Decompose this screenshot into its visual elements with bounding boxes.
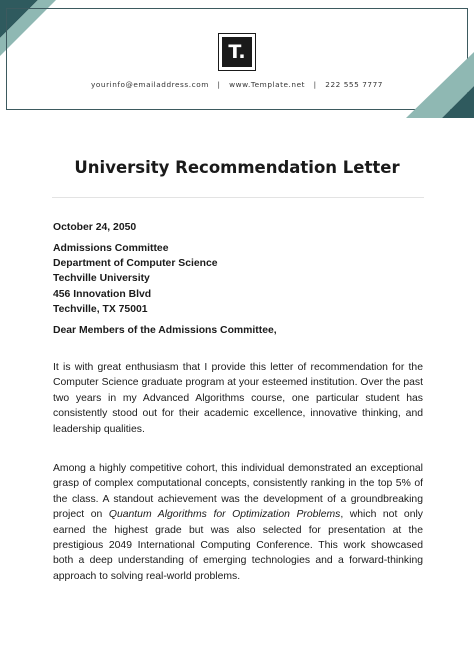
letter-body [53,220,423,584]
paragraph-achievement [53,461,423,584]
recipient-address [53,241,423,317]
contact-email: yourinfo@emailaddress.com [91,80,209,89]
salutation: Dear Members of the Admissions Committee, [53,325,277,337]
recipient-line: Techville University [53,273,150,285]
page-title: University Recommendation Letter [74,158,400,177]
recipient-line: Techville, TX 75001 [53,303,148,315]
company-logo [219,34,255,70]
recipient-line: Department of Computer Science [53,258,218,270]
recipient-line: Admissions Committee [53,243,169,254]
contact-info [0,80,474,89]
logo-letter: T. [228,40,246,63]
project-title: Quantum Algorithms for Optimization Problems [108,509,341,521]
paragraph-text: Among a highly competitive cohort, this individual demonstrated an exceptional grasp of complex computational concepts, consistently ranking in the top 5% of the class. A standout achievement was the development of a groundbreaking project on [53,463,423,521]
contact-separator: | [217,80,221,89]
contact-separator: | [313,80,317,89]
title-divider [52,197,424,198]
paragraph-text: , which not only earned the highest grade but was also selected for presentation at the prestigious 2049 International Computing Conference. This work showcased both a deep understanding of emerging technologies and a forward-thinking approach to solving real-world problems. [53,509,423,582]
letter-date: October 24, 2050 [53,222,137,233]
paragraph-intro: It is with great enthusiasm that I provide this letter of recommendation for the Computer Science graduate program at your esteemed institution. Over the past two years in my Advanced Algorithms course, one particular student has consistently stood out for their academic excellence, innovative thinking, and leadership qualities. [53,362,423,435]
recipient-line: 456 Innovation Blvd [53,288,152,300]
contact-phone: 222 555 7777 [325,80,383,89]
contact-website: www.Template.net [229,80,306,89]
